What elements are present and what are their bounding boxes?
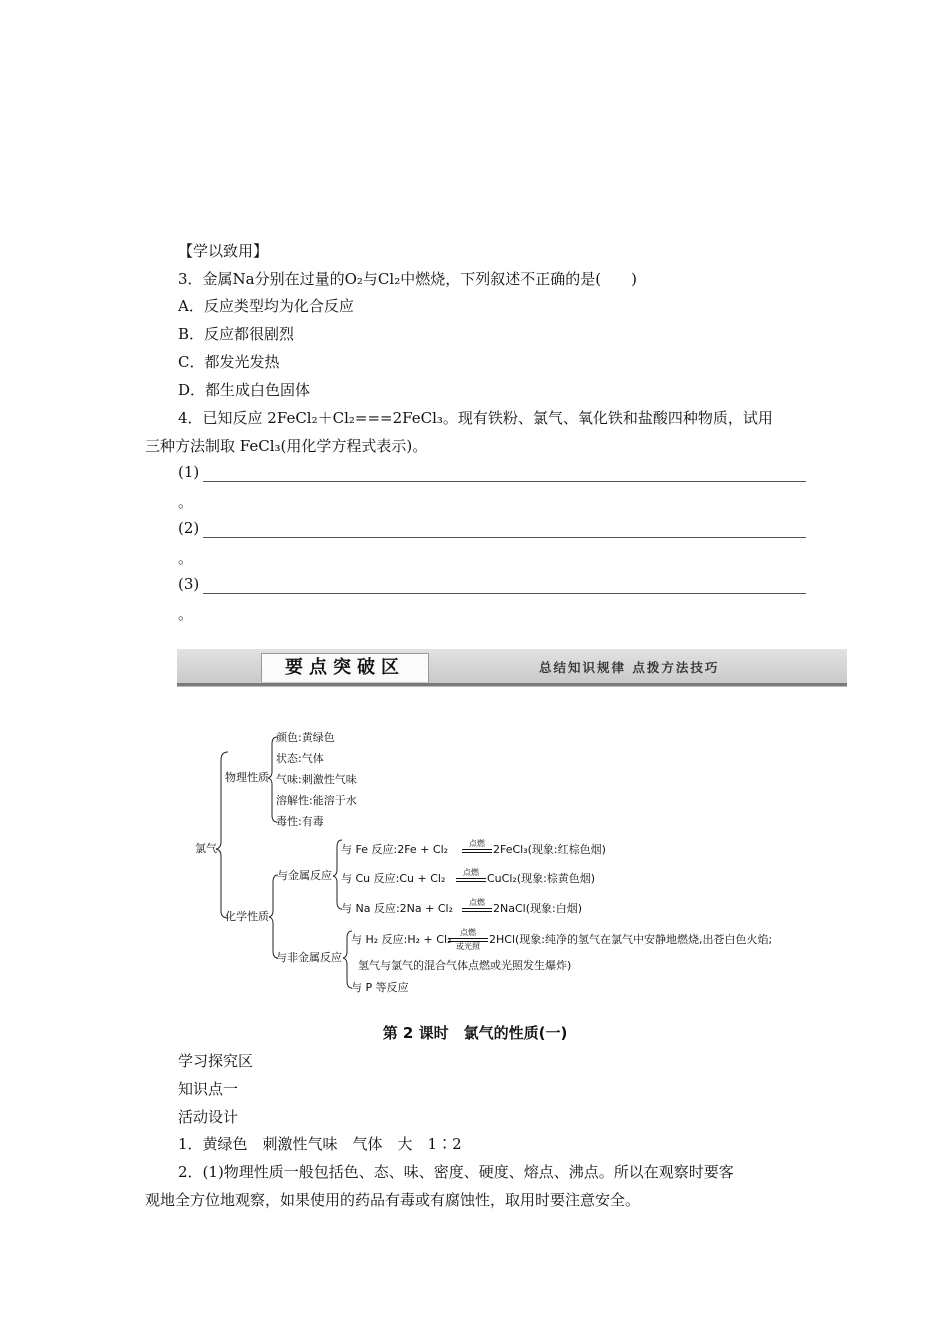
physical-state: 状态:气体: [276, 752, 324, 765]
section-header: 【学以致用】: [178, 242, 269, 260]
reaction-h2-continued: 氢气与氯气的混合气体点燃或光照发生爆炸): [358, 959, 572, 972]
period: 。: [178, 549, 194, 567]
question-4-line2: 三种方法制取 FeCl₃(用化学方程式表示)。: [145, 437, 428, 455]
bracket-chemical: [269, 875, 278, 958]
answer-2-line2: 观地全方位地观察，如果使用的药品有毒或有腐蚀性，取用时要注意安全。: [145, 1191, 641, 1209]
question-3-stem: 3．金属Na分别在过量的O₂与Cl₂中燃烧，下列叙述不正确的是( ): [178, 270, 637, 288]
activity-design: 活动设计: [178, 1108, 239, 1126]
lesson-title: 第 2 课时 氯气的性质(一): [382, 1024, 568, 1042]
condition-ignite: 点燃: [463, 868, 479, 877]
reaction-fe-left: 与 Fe 反应:2Fe + Cl₂: [341, 843, 449, 856]
blank-label: (1): [178, 463, 200, 481]
question-4-line1: 4．已知反应 2FeCl₂＋Cl₂===2FeCl₃。现有铁粉、氯气、氧化铁和盐酸四种物质，试用: [178, 409, 773, 427]
physical-solubility: 溶解性:能溶于水: [276, 794, 357, 807]
reaction-p: 与 P 等反应: [351, 981, 409, 994]
option-b: B．反应都很剧烈: [178, 325, 295, 343]
mindmap-chemical: 化学性质: [225, 910, 269, 923]
reaction-fe-right: 2FeCl₃(现象:红棕色烟): [493, 843, 606, 856]
banner-tab: 要点突破区: [261, 653, 429, 682]
condition-ignite: 点燃: [460, 928, 476, 937]
knowledge-point: 知识点一: [178, 1080, 239, 1098]
reaction-h2-left: 与 H₂ 反应:H₂ + Cl₂: [351, 933, 452, 946]
condition-light: 或光照: [456, 942, 480, 951]
reaction-cu-right: CuCl₂(现象:棕黄色烟): [487, 872, 596, 885]
mindmap-physical: 物理性质: [225, 771, 269, 784]
blank-label: (2): [178, 519, 200, 537]
option-d: D．都生成白色固体: [178, 381, 311, 399]
reaction-na-left: 与 Na 反应:2Na + Cl₂: [341, 902, 453, 915]
condition-ignite: 点燃: [469, 898, 485, 907]
equals-sign: [462, 849, 492, 853]
physical-toxicity: 毒性:有毒: [276, 815, 324, 828]
answer-2-line1: 2．(1)物理性质一般包括色、态、味、密度、硬度、熔点、沸点。所以在观察时要客: [178, 1163, 734, 1181]
reaction-h2-right: 2HCl(现象:纯净的氢气在氯气中安静地燃烧,出苍白色火焰;: [489, 933, 773, 946]
equals-sign: [462, 908, 492, 912]
mindmap-metal: 与金属反应: [277, 869, 332, 882]
reaction-cu-left: 与 Cu 反应:Cu + Cl₂: [341, 872, 446, 885]
option-a: A．反应类型均为化合反应: [178, 297, 354, 315]
period: 。: [178, 605, 194, 623]
period: 。: [178, 493, 194, 511]
banner-slogan: 总结知识规律 点拨方法技巧: [539, 660, 720, 675]
reaction-na-right: 2NaCl(现象:白烟): [493, 902, 582, 915]
physical-color: 颜色:黄绿色: [276, 731, 335, 744]
mindmap-nonmetal: 与非金属反应: [276, 951, 342, 964]
physical-odor: 气味:刺激性气味: [276, 773, 357, 786]
answer-1: 1．黄绿色 刺激性气味 气体 大 1∶2: [178, 1135, 462, 1153]
option-c: C．都发光发热: [178, 353, 280, 371]
condition-ignite: 点燃: [469, 839, 485, 848]
blank-label: (3): [178, 575, 200, 593]
equals-sign: [456, 878, 486, 882]
area-label: 学习探究区: [178, 1052, 254, 1070]
mindmap-root: 氯气: [195, 842, 217, 855]
